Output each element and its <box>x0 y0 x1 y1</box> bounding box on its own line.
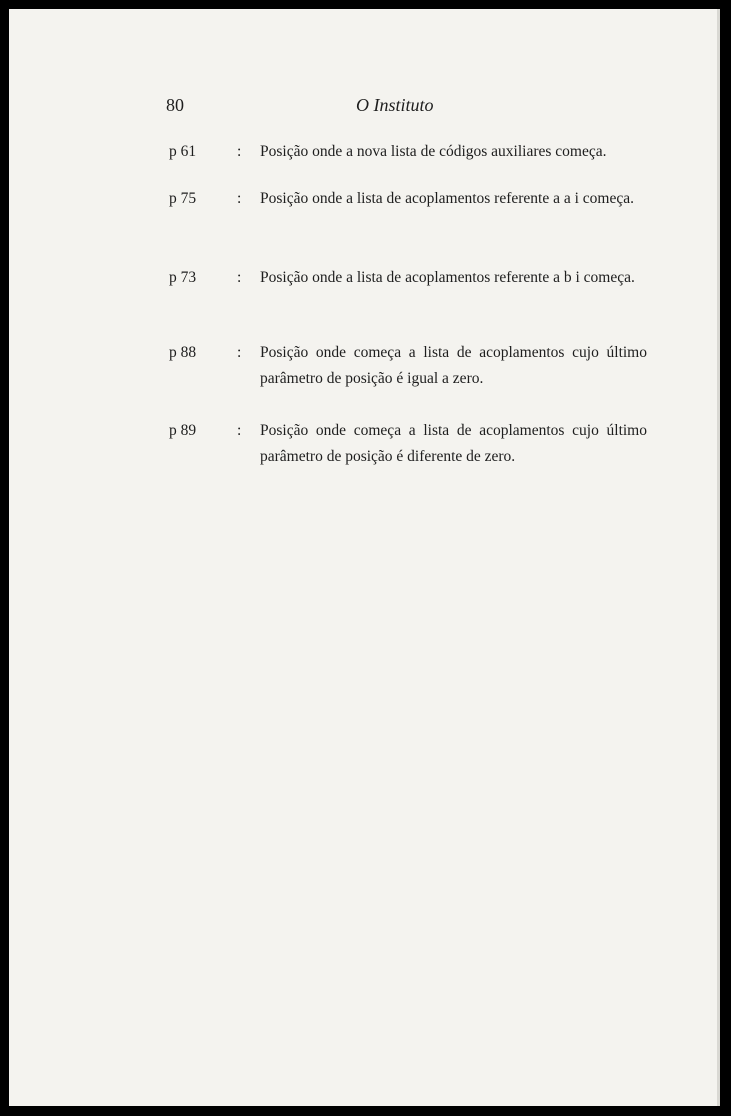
entry-colon: : <box>237 344 242 361</box>
entry-label: p 75 <box>169 190 197 207</box>
entry-label: p 61 <box>169 143 197 160</box>
entry-text: Posição onde a nova lista de códigos auxiliares começa. <box>260 143 607 160</box>
entry-label: p 89 <box>169 422 197 439</box>
document-page <box>9 9 720 1106</box>
entry-colon: : <box>237 190 242 207</box>
entry-colon: : <box>237 143 242 160</box>
entry-text: Posição onde começa a lista de acoplamentos cujo último parâmetro de posição é diferente de zero. <box>260 422 647 465</box>
entry-colon: : <box>237 422 242 439</box>
page-header <box>166 95 646 119</box>
entry-colon: : <box>237 269 242 286</box>
entry-text: Posição onde a lista de acoplamentos referente a a i começa. <box>260 190 634 207</box>
page-number: 80 <box>166 95 184 115</box>
entry-text: Posição onde a lista de acoplamentos referente a b i começa. <box>260 269 635 286</box>
entry-label: p 73 <box>169 269 197 286</box>
entry-label: p 88 <box>169 344 197 361</box>
running-title: O Instituto <box>356 95 434 115</box>
entry-text: Posição onde começa a lista de acoplamentos cujo último parâmetro de posição é igual a zero. <box>260 344 647 387</box>
